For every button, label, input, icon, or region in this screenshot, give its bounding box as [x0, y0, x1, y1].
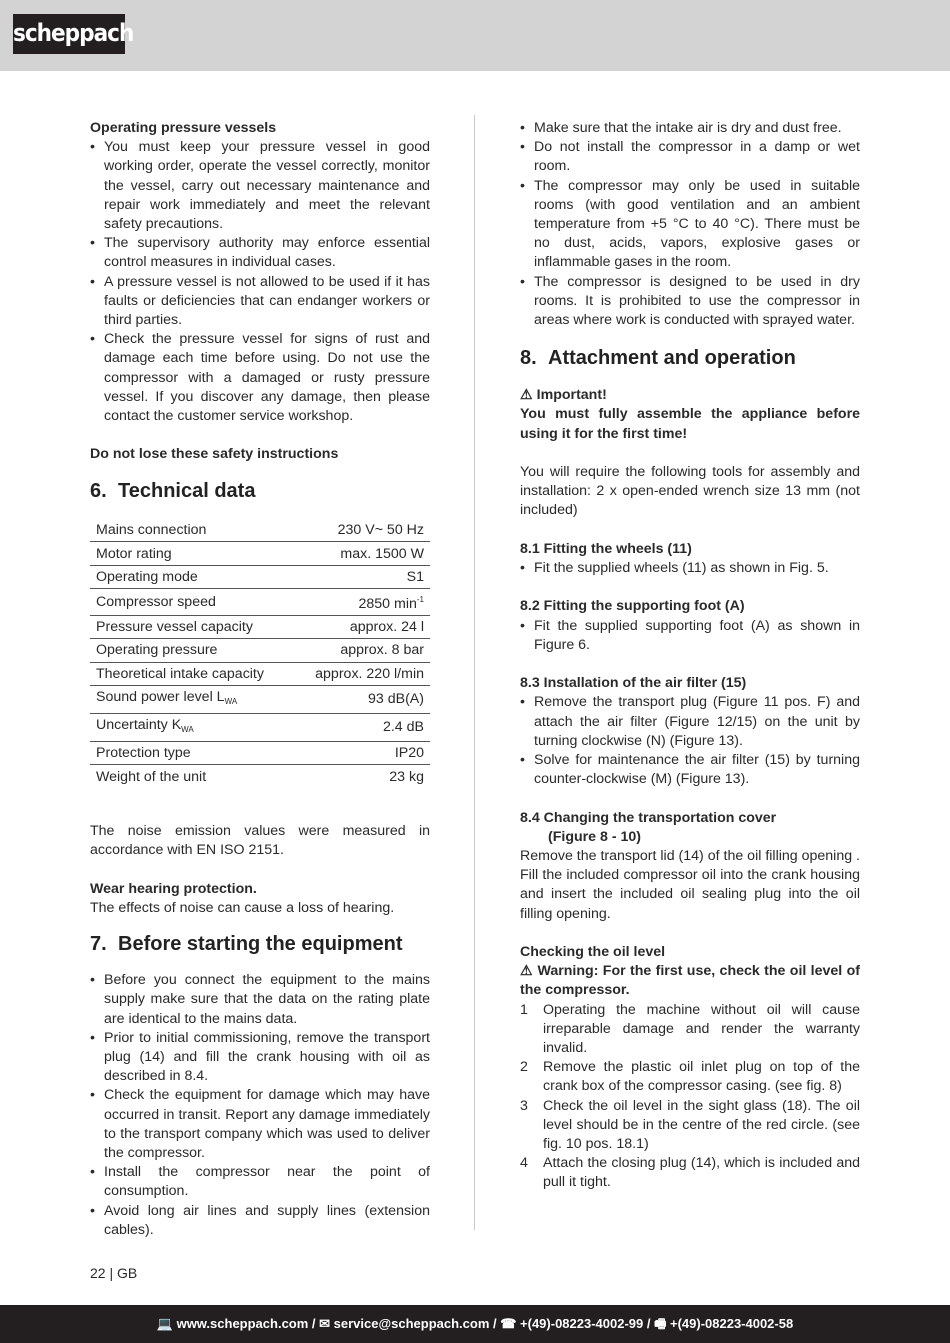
- spec-label: Mains connection: [90, 519, 293, 542]
- spec-value: approx. 220 l/min: [293, 662, 430, 685]
- list-item: • Do not install the compressor in a damp or wet room.: [520, 138, 860, 176]
- page-number: 22 | GB: [90, 1265, 138, 1281]
- list-item: • The compressor is designed to be used in dry rooms. It is prohibited to use the compressor in areas where work is conducted with sprayed water.: [520, 273, 860, 331]
- spec-value: 93 dB(A): [293, 685, 430, 713]
- list-item: • Make sure that the intake air is dry and dust free.: [520, 119, 860, 138]
- technical-data-table: [90, 519, 430, 788]
- attachment-heading: 8. Attachment and operation: [520, 347, 796, 370]
- spec-label: Weight of the unit: [96, 768, 207, 785]
- pressure-vessel-list: [90, 138, 430, 426]
- table-row: [90, 639, 430, 662]
- important-text: You must fully assemble the appliance before using it for the first time!: [520, 406, 860, 442]
- transport-cover-text: Remove the transport lid (14) of the oil filling opening . Fill the included compressor oil into the crank housing and insert the included oil sealing plug into the oil filling opening.: [520, 848, 860, 922]
- spec-value: 230 V~ 50 Hz: [293, 519, 430, 542]
- spec-value: 2850 $\min^{-1}$: [293, 589, 430, 616]
- table-row: [90, 685, 430, 713]
- spec-value: approx. 8 bar: [293, 639, 430, 662]
- spec-label: Operating pressure: [90, 639, 293, 662]
- step-item: 1 Operating the machine without oil will cause irreparable damage and render the warranty invalid.: [520, 1001, 860, 1057]
- list-item: • Solve for maintenance the air filter (15) by turning counter-clockwise (M) (Figure 13).: [520, 751, 860, 789]
- spec-label: Theoretical intake capacity: [90, 662, 293, 685]
- spec-value: 23 kg: [389, 768, 424, 785]
- subsection-subheading: (Figure 8 - 10): [548, 828, 642, 845]
- list-item: • The supervisory authority may enforce essential control measures in individual cases.: [90, 234, 430, 272]
- list-item: • Remove the transport plug (Figure 11 pos. F) and attach the air filter (Figure 12/15) on the unit by turning clockwise (N) (Figure 13).: [520, 693, 860, 751]
- spec-label: Sound power level $L_{WA}$: [90, 685, 293, 713]
- table-row: [90, 589, 430, 616]
- list-item: • Fit the supplied supporting foot (A) as shown in Figure 6.: [520, 617, 860, 655]
- spec-label: Uncertainty $K_{WA}$: [90, 713, 293, 741]
- installation-list: [520, 119, 860, 330]
- table-row: [90, 519, 430, 542]
- scheppach-logo: scheppach: [13, 14, 125, 54]
- list-item: • Before you connect the equipment to the mains supply make sure that the data on the rating plate are identical to the mains data.: [90, 971, 430, 1029]
- table-row: [90, 542, 430, 565]
- step-item: 4 Attach the closing plug (14), which is included and pull it tight.: [520, 1155, 860, 1191]
- list-item: • Check the equipment for damage which may have occurred in transit. Report any damage immediately to the transport company which was used to deliver the compressor.: [90, 1086, 430, 1163]
- list-item: • A pressure vessel is not allowed to be used if it has faults or deficiencies that can endanger workers or third parties.: [90, 273, 430, 331]
- table-row: [90, 616, 430, 639]
- before-starting-heading: 7. Before starting the equipment: [90, 933, 403, 956]
- contact-footer: 💻 www.scheppach.com / ✉ service@scheppach.com / ☎ +(49)-08223-4002-99 / 🖷 +(49)-08223-4002-58: [0, 1305, 950, 1343]
- page-header: [0, 0, 950, 71]
- list-item: • The compressor may only be used in suitable rooms (with good ventilation and an ambient temperature from +5 °C to 40 °C). There must be no dust, acids, vapors, explosive gases or inflammable gases in the room.: [520, 177, 860, 273]
- spec-label: Operating mode: [90, 565, 293, 588]
- spec-value: IP20: [293, 741, 430, 764]
- list-item: • Check the pressure vessel for signs of rust and damage each time before using. Do not use the compressor with a damaged or rusty pressure vessel. If you discover any damage, then please contact the customer service workshop.: [90, 330, 430, 426]
- list-item: • Install the compressor near the point of consumption.: [90, 1163, 430, 1201]
- table-row: [90, 765, 430, 788]
- step-item: 2 Remove the plastic oil inlet plug on top of the crank box of the compressor casing. (see fig. 8): [520, 1059, 860, 1095]
- step-item: 3 Check the oil level in the sight glass (18). The oil level should be in the centre of the red circle. (see fig. 10 pos. 18.1): [520, 1097, 860, 1153]
- hearing-warning: Wear hearing protection.: [90, 880, 257, 897]
- list-item: • You must keep your pressure vessel in good working order, operate the vessel correctly, monitor the vessel, carry out necessary maintenance and repair work immediately and meet the relevant safety precautions.: [90, 138, 430, 234]
- oil-level-heading: Checking the oil level: [520, 944, 666, 961]
- spec-value: S1: [293, 565, 430, 588]
- table-row: [90, 662, 430, 685]
- left-column: [90, 119, 430, 1240]
- subsection-heading: 8.1 Fitting the wheels (11): [520, 540, 692, 557]
- subsection-heading: 8.4 Changing the transportation cover: [520, 809, 777, 826]
- list-item: • Fit the supplied wheels (11) as shown in Fig. 5.: [520, 559, 860, 578]
- before-starting-list: [90, 971, 430, 1240]
- spec-label: Pressure vessel capacity: [90, 616, 293, 639]
- spec-value: approx. 24 l: [293, 616, 430, 639]
- column-divider: [474, 115, 475, 1230]
- list-item: • Avoid long air lines and supply lines (extension cables).: [90, 1202, 430, 1240]
- spec-label: Motor rating: [90, 542, 293, 565]
- oil-warning: ⚠ Warning: For the first use, check the oil level of the compressor.: [520, 963, 860, 999]
- noise-effects-text: The effects of noise can cause a loss of hearing.: [90, 900, 395, 916]
- subsection-heading: 8.3 Installation of the air filter (15): [520, 675, 747, 692]
- spec-value: max. 1500 W: [293, 542, 430, 565]
- oil-steps: [520, 1001, 860, 1193]
- right-column: [520, 119, 860, 1193]
- spec-label: Compressor speed: [90, 589, 293, 616]
- keep-instructions-note: Do not lose these safety instructions: [90, 446, 339, 463]
- table-row: [90, 713, 430, 741]
- subsection-heading: 8.2 Fitting the supporting foot (A): [520, 598, 745, 615]
- tools-text: You will require the following tools for assembly and installation: 2 x open-ended wrench size 13 mm (not included): [520, 464, 860, 519]
- table-row: [90, 741, 430, 764]
- technical-data-heading: 6. Technical data: [90, 479, 256, 502]
- spec-value: 2.4 dB: [293, 713, 430, 741]
- important-label: ⚠ Important!: [520, 387, 607, 404]
- noise-text: The noise emission values were measured in accordance with EN ISO 2151.: [90, 823, 430, 859]
- section-heading: Operating pressure vessels: [90, 120, 277, 136]
- spec-label: Protection type: [90, 741, 293, 764]
- list-item: • Prior to initial commissioning, remove the transport plug (14) and fill the crank housing with oil as described in 8.4.: [90, 1029, 430, 1087]
- table-row: [90, 565, 430, 588]
